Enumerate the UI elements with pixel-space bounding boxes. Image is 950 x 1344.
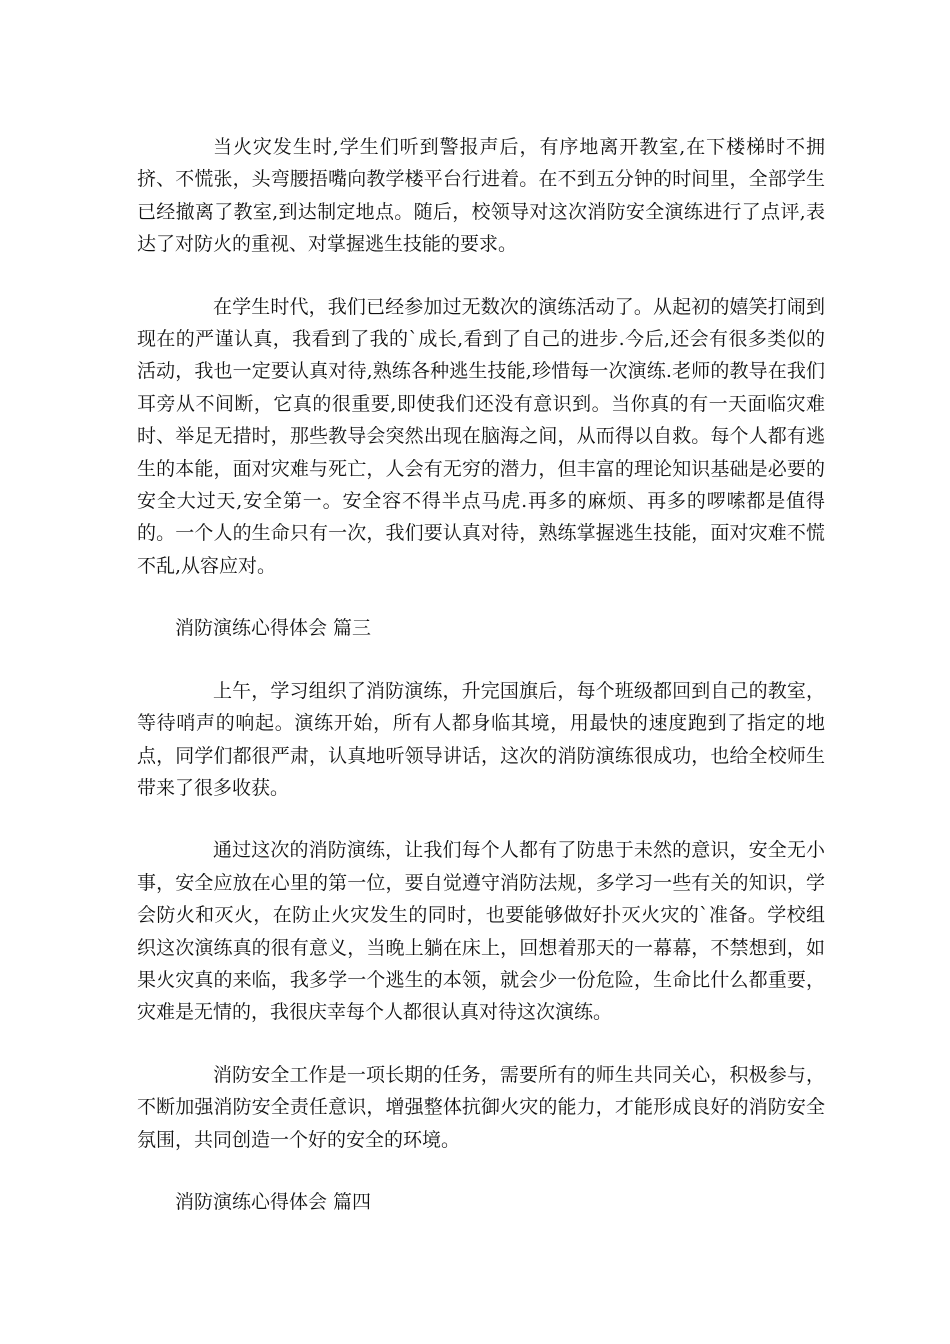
section-heading-part-three: 消防演练心得体会 篇三 [175,617,372,640]
paragraph-fire-evacuation: 当火灾发生时,学生们听到警报声后，有序地离开教室,在下楼梯时不拥挤、不慌张，头弯腰捂嘴向教学楼平台行进着。在不到五分钟的时间里，全部学生已经撤离了教室,到达制定地点。随后，校领导对这次消防安全演练进行了点评,表达了对防火的重视、对掌握逃生技能的要求。 [137,136,825,256]
paragraph-morning-drill: 上午，学习组织了消防演练，升完国旗后，每个班级都回到自己的教室，等待哨声的响起。演练开始，所有人都身临其境，用最快的速度跑到了指定的地点，同学们都很严肃，认真地听领导讲话，这次的消防演练很成功，也给全校师生带来了很多收获。 [137,679,825,799]
paragraph-student-reflection: 在学生时代，我们已经参加过无数次的演练活动了。从起初的嬉笑打闹到现在的严谨认真，我看到了我的`成长,看到了自己的进步.今后,还会有很多类似的活动，我也一定要认真对待,熟练各种逃生技能,珍惜每一次演练.老师的教导在我们耳旁从不间断，它真的很重要,即使我们还没有意识到。当你真的有一天面临灾难时、举足无措时，那些教导会突然出现在脑海之间，从而得以自救。每个人都有逃生的本能，面对灾难与死亡，人会有无穷的潜力，但丰富的理论知识基础是必要的安全大过天,安全第一。安全容不得半点马虎.再多的麻烦、再多的啰嗦都是值得的。一个人的生命只有一次，我们要认真对待，熟练掌握逃生技能，面对灾难不慌不乱,从容应对。 [137,295,825,577]
document-page [137,131,825,1248]
paragraph-safety-work: 消防安全工作是一项长期的任务，需要所有的师生共同关心，积极参与，不断加强消防安全责任意识，增强整体抗御火灾的能力，才能形成良好的消防安全氛围，共同创造一个好的安全的环境。 [137,1063,825,1151]
paragraph-prevention-awareness: 通过这次的消防演练，让我们每个人都有了防患于未然的意识，安全无小事，安全应放在心里的第一位，要自觉遵守消防法规，多学习一些有关的知识，学会防火和灭火，在防止火灾发生的同时，也要能够做好扑灭火灾的`准备。学校组织这次演练真的很有意义，当晚上躺在床上，回想着那天的一幕幕，不禁想到，如果火灾真的来临，我多学一个逃生的本领，就会少一份危险，生命比什么都重要，灾难是无情的，我很庆幸每个人都很认真对待这次演练。 [137,839,825,1024]
section-heading-part-four: 消防演练心得体会 篇四 [175,1190,372,1213]
